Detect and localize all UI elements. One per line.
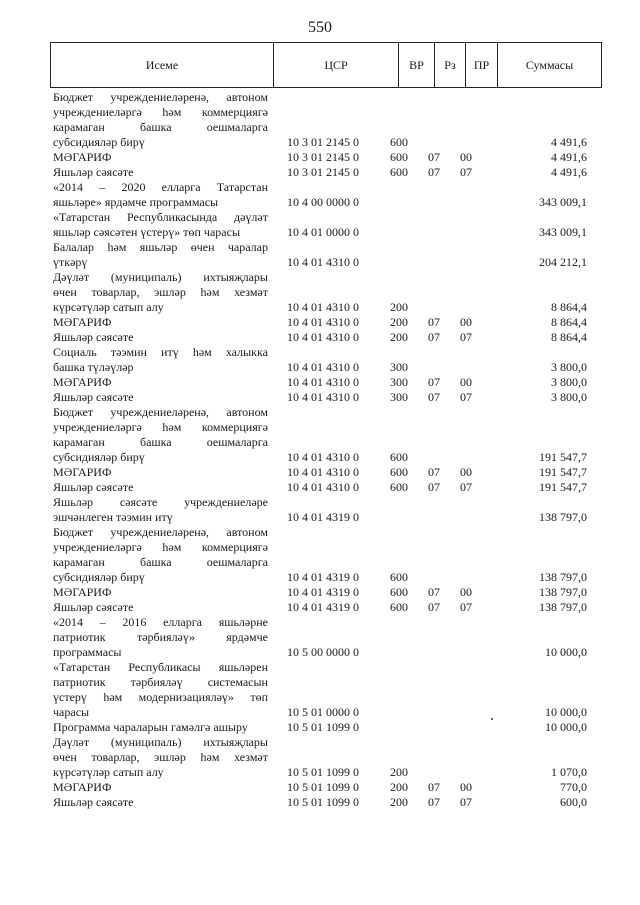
row-sum: 4 491,6 bbox=[551, 165, 587, 179]
row-sum: 3 800,0 bbox=[551, 360, 587, 374]
table-row bbox=[0, 780, 640, 795]
row-name bbox=[53, 180, 268, 210]
row-vr: 200 bbox=[390, 780, 408, 794]
row-name bbox=[53, 240, 268, 270]
row-name-line: «Татарстан Республикасы яшьләрен bbox=[53, 660, 268, 674]
row-vr: 600 bbox=[390, 570, 408, 584]
row-name-line: Балалар һәм яшьләр өчен чаралар bbox=[53, 240, 268, 254]
row-vr: 300 bbox=[390, 375, 408, 389]
table-header bbox=[50, 42, 602, 88]
row-rz: 07 bbox=[428, 375, 440, 389]
row-pr: 07 bbox=[460, 600, 472, 614]
row-name-line: Бюджет учреждениеләренә, автоном bbox=[53, 90, 268, 104]
table-row bbox=[0, 795, 640, 810]
row-name-line: күрсәтүләр сатып алу bbox=[53, 300, 164, 314]
table-row bbox=[0, 330, 640, 345]
row-name bbox=[53, 720, 268, 735]
row-name-line: Яшьләр сәясәте bbox=[53, 390, 134, 404]
row-name bbox=[53, 795, 268, 810]
row-name-line: яшьләр сәясәтен үстерү» төп чарасы bbox=[53, 225, 241, 239]
row-name-line: Яшьләр сәясәте bbox=[53, 600, 134, 614]
row-pr: 07 bbox=[460, 390, 472, 404]
row-name bbox=[53, 375, 268, 390]
row-vr: 200 bbox=[390, 300, 408, 314]
row-name-line: өчен товарлар, эшләр һәм хезмәт bbox=[53, 285, 268, 299]
table-row bbox=[0, 495, 640, 525]
row-pr: 00 bbox=[460, 375, 472, 389]
row-name-line: МӘГАРИФ bbox=[53, 585, 112, 599]
row-sum: 138 797,0 bbox=[539, 510, 587, 524]
table-row bbox=[0, 90, 640, 150]
row-name-line: Дәүләт (муниципаль) ихтыяҗлары bbox=[53, 270, 268, 284]
row-csr: 10 4 01 0000 0 bbox=[287, 225, 359, 239]
row-pr: 00 bbox=[460, 780, 472, 794]
row-vr: 600 bbox=[390, 150, 408, 164]
row-rz: 07 bbox=[428, 795, 440, 809]
row-csr: 10 5 00 0000 0 bbox=[287, 645, 359, 659]
row-name bbox=[53, 315, 268, 330]
row-csr: 10 4 01 4310 0 bbox=[287, 480, 359, 494]
row-pr: 07 bbox=[460, 480, 472, 494]
row-name-line: үстерү һәм модернизацияләү» төп bbox=[53, 690, 268, 704]
table-row bbox=[0, 165, 640, 180]
row-csr: 10 4 01 4310 0 bbox=[287, 390, 359, 404]
row-csr: 10 4 01 4319 0 bbox=[287, 600, 359, 614]
row-rz: 07 bbox=[428, 150, 440, 164]
row-vr: 200 bbox=[390, 330, 408, 344]
row-rz: 07 bbox=[428, 600, 440, 614]
row-rz: 07 bbox=[428, 480, 440, 494]
row-sum: 4 491,6 bbox=[551, 150, 587, 164]
row-name-line: чарасы bbox=[53, 705, 90, 719]
row-name-line: МӘГАРИФ bbox=[53, 780, 112, 794]
row-name bbox=[53, 660, 268, 720]
row-rz: 07 bbox=[428, 585, 440, 599]
row-sum: 1 070,0 bbox=[551, 765, 587, 779]
row-vr: 600 bbox=[390, 600, 408, 614]
table-row bbox=[0, 600, 640, 615]
row-name bbox=[53, 210, 268, 240]
row-name-line: өчен товарлар, эшләр һәм хезмәт bbox=[53, 750, 268, 764]
row-name-line: яшьләре» ярдәмче программасы bbox=[53, 195, 219, 209]
row-name bbox=[53, 345, 268, 375]
row-rz: 07 bbox=[428, 315, 440, 329]
row-name-line: башка түләүләр bbox=[53, 360, 134, 374]
row-csr: 10 3 01 2145 0 bbox=[287, 150, 359, 164]
row-name-line: Программа чараларын гамәлгә ашыру bbox=[53, 720, 248, 734]
row-name-line: МӘГАРИФ bbox=[53, 465, 112, 479]
row-csr: 10 3 01 2145 0 bbox=[287, 165, 359, 179]
row-csr: 10 4 01 4319 0 bbox=[287, 570, 359, 584]
row-name bbox=[53, 525, 268, 585]
row-pr: 07 bbox=[460, 795, 472, 809]
table-row bbox=[0, 345, 640, 375]
row-name-line: карамаган башка оешмаларга bbox=[53, 435, 268, 449]
row-sum: 3 800,0 bbox=[551, 375, 587, 389]
row-vr: 200 bbox=[390, 765, 408, 779]
row-name-line: «2014 – 2016 елларга яшьләрне bbox=[53, 615, 268, 629]
page-number: 550 bbox=[308, 19, 332, 36]
row-name-line: Дәүләт (муниципаль) ихтыяҗлары bbox=[53, 735, 268, 749]
row-name-line: Яшьләр сәясәте bbox=[53, 165, 134, 179]
row-pr: 07 bbox=[460, 165, 472, 179]
column-header-pr: ПР bbox=[465, 43, 497, 87]
column-header-vr: ВР bbox=[398, 43, 434, 87]
row-sum: 191 547,7 bbox=[539, 450, 587, 464]
table-row bbox=[0, 480, 640, 495]
row-vr: 600 bbox=[390, 450, 408, 464]
row-csr: 10 4 01 4310 0 bbox=[287, 450, 359, 464]
row-name bbox=[53, 390, 268, 405]
row-rz: 07 bbox=[428, 330, 440, 344]
row-name-line: программасы bbox=[53, 645, 122, 659]
row-name-line: Бюджет учреждениеләренә, автоном bbox=[53, 405, 268, 419]
table-row bbox=[0, 390, 640, 405]
row-csr: 10 4 01 4310 0 bbox=[287, 465, 359, 479]
row-sum: 10 000,0 bbox=[545, 720, 587, 734]
row-name-line: карамаган башка оешмаларга bbox=[53, 555, 268, 569]
row-csr: 10 4 00 0000 0 bbox=[287, 195, 359, 209]
table-row bbox=[0, 315, 640, 330]
table-row bbox=[0, 585, 640, 600]
row-sum: 138 797,0 bbox=[539, 570, 587, 584]
row-csr: 10 5 01 1099 0 bbox=[287, 720, 359, 734]
column-header-rz: Рз bbox=[434, 43, 465, 87]
table-row bbox=[0, 660, 640, 720]
row-name bbox=[53, 150, 268, 165]
row-sum: 8 864,4 bbox=[551, 315, 587, 329]
row-vr: 600 bbox=[390, 465, 408, 479]
row-name bbox=[53, 735, 268, 780]
row-sum: 191 547,7 bbox=[539, 465, 587, 479]
table-body bbox=[0, 90, 640, 810]
table-row bbox=[0, 375, 640, 390]
row-csr: 10 4 01 4310 0 bbox=[287, 300, 359, 314]
row-name-line: «Татарстан Республикасында дәүләт bbox=[53, 210, 268, 224]
row-name bbox=[53, 495, 268, 525]
table-row bbox=[0, 180, 640, 210]
column-header-name: Исеме bbox=[145, 58, 179, 72]
row-csr: 10 5 01 1099 0 bbox=[287, 765, 359, 779]
row-csr: 10 3 01 2145 0 bbox=[287, 135, 359, 149]
row-name-line: карамаган башка оешмаларга bbox=[53, 120, 268, 134]
row-sum: 10 000,0 bbox=[545, 705, 587, 719]
row-name bbox=[53, 600, 268, 615]
row-name bbox=[53, 585, 268, 600]
row-name-line: Бюджет учреждениеләренә, автоном bbox=[53, 525, 268, 539]
row-name bbox=[53, 405, 268, 465]
row-rz: 07 bbox=[428, 780, 440, 794]
row-csr: 10 4 01 4310 0 bbox=[287, 330, 359, 344]
row-name bbox=[53, 465, 268, 480]
row-sum: 4 491,6 bbox=[551, 135, 587, 149]
column-header-sum: Суммасы bbox=[497, 43, 601, 87]
row-name-line: Яшьләр сәясәте bbox=[53, 480, 134, 494]
table-row bbox=[0, 720, 640, 735]
row-name bbox=[53, 780, 268, 795]
row-pr: 00 bbox=[460, 585, 472, 599]
row-rz: 07 bbox=[428, 165, 440, 179]
row-name-line: патриотик тәрбияләү системасын bbox=[53, 675, 268, 689]
row-name-line: Яшьләр сәясәте bbox=[53, 795, 134, 809]
table-row bbox=[0, 270, 640, 315]
table-row bbox=[0, 465, 640, 480]
table-row bbox=[0, 405, 640, 465]
stray-dot bbox=[491, 718, 493, 720]
row-name bbox=[53, 330, 268, 345]
row-vr: 600 bbox=[390, 480, 408, 494]
table-row bbox=[0, 150, 640, 165]
row-sum: 10 000,0 bbox=[545, 645, 587, 659]
row-sum: 204 212,1 bbox=[539, 255, 587, 269]
row-sum: 191 547,7 bbox=[539, 480, 587, 494]
row-name-line: учреждениеләргә һәм коммерциягә bbox=[53, 105, 268, 119]
column-header-csr: ЦСР bbox=[273, 43, 398, 87]
row-name-line: субсидияләр бирү bbox=[53, 135, 145, 149]
row-name-line: МӘГАРИФ bbox=[53, 150, 112, 164]
row-name-line: күрсәтүләр сатып алу bbox=[53, 765, 164, 779]
row-name bbox=[53, 615, 268, 660]
row-name-line: Яшьләр сәясәте учреждениеләре bbox=[53, 495, 268, 509]
row-pr: 07 bbox=[460, 330, 472, 344]
row-name-line: үткәрү bbox=[53, 255, 88, 269]
row-rz: 07 bbox=[428, 390, 440, 404]
row-vr: 600 bbox=[390, 585, 408, 599]
row-csr: 10 4 01 4319 0 bbox=[287, 510, 359, 524]
row-name-line: учреждениеләргә һәм коммерциягә bbox=[53, 540, 268, 554]
row-sum: 8 864,4 bbox=[551, 330, 587, 344]
table-row bbox=[0, 210, 640, 240]
row-csr: 10 4 01 4310 0 bbox=[287, 360, 359, 374]
row-csr: 10 5 01 1099 0 bbox=[287, 795, 359, 809]
row-vr: 200 bbox=[390, 795, 408, 809]
row-name-line: Социаль тәэмин итү һәм халыкка bbox=[53, 345, 268, 359]
table-row bbox=[0, 240, 640, 270]
row-sum: 138 797,0 bbox=[539, 585, 587, 599]
row-vr: 600 bbox=[390, 165, 408, 179]
row-pr: 00 bbox=[460, 465, 472, 479]
row-csr: 10 4 01 4310 0 bbox=[287, 315, 359, 329]
row-name-line: субсидияләр бирү bbox=[53, 570, 145, 584]
table-row bbox=[0, 615, 640, 660]
row-csr: 10 5 01 1099 0 bbox=[287, 780, 359, 794]
row-sum: 8 864,4 bbox=[551, 300, 587, 314]
row-name-line: МӘГАРИФ bbox=[53, 375, 112, 389]
row-sum: 770,0 bbox=[560, 780, 587, 794]
row-name-line: учреждениеләргә һәм коммерциягә bbox=[53, 420, 268, 434]
row-name bbox=[53, 270, 268, 315]
table-row bbox=[0, 735, 640, 780]
row-sum: 343 009,1 bbox=[539, 195, 587, 209]
row-csr: 10 4 01 4310 0 bbox=[287, 255, 359, 269]
row-rz: 07 bbox=[428, 465, 440, 479]
row-name-line: патриотик тәрбияләү» ярдәмче bbox=[53, 630, 268, 644]
row-pr: 00 bbox=[460, 150, 472, 164]
row-name-line: эшчәнлеген тәэмин итү bbox=[53, 510, 173, 524]
row-pr: 00 bbox=[460, 315, 472, 329]
table-row bbox=[0, 525, 640, 585]
row-vr: 200 bbox=[390, 315, 408, 329]
row-name-line: субсидияләр бирү bbox=[53, 450, 145, 464]
row-vr: 300 bbox=[390, 390, 408, 404]
row-vr: 300 bbox=[390, 360, 408, 374]
row-vr: 600 bbox=[390, 135, 408, 149]
row-sum: 138 797,0 bbox=[539, 600, 587, 614]
row-csr: 10 4 01 4310 0 bbox=[287, 375, 359, 389]
row-sum: 600,0 bbox=[560, 795, 587, 809]
row-name bbox=[53, 480, 268, 495]
row-name-line: МӘГАРИФ bbox=[53, 315, 112, 329]
row-name bbox=[53, 90, 268, 150]
row-sum: 343 009,1 bbox=[539, 225, 587, 239]
row-name bbox=[53, 165, 268, 180]
row-name-line: Яшьләр сәясәте bbox=[53, 330, 134, 344]
row-name-line: «2014 – 2020 елларга Татарстан bbox=[53, 180, 268, 194]
row-csr: 10 4 01 4319 0 bbox=[287, 585, 359, 599]
row-sum: 3 800,0 bbox=[551, 390, 587, 404]
row-csr: 10 5 01 0000 0 bbox=[287, 705, 359, 719]
